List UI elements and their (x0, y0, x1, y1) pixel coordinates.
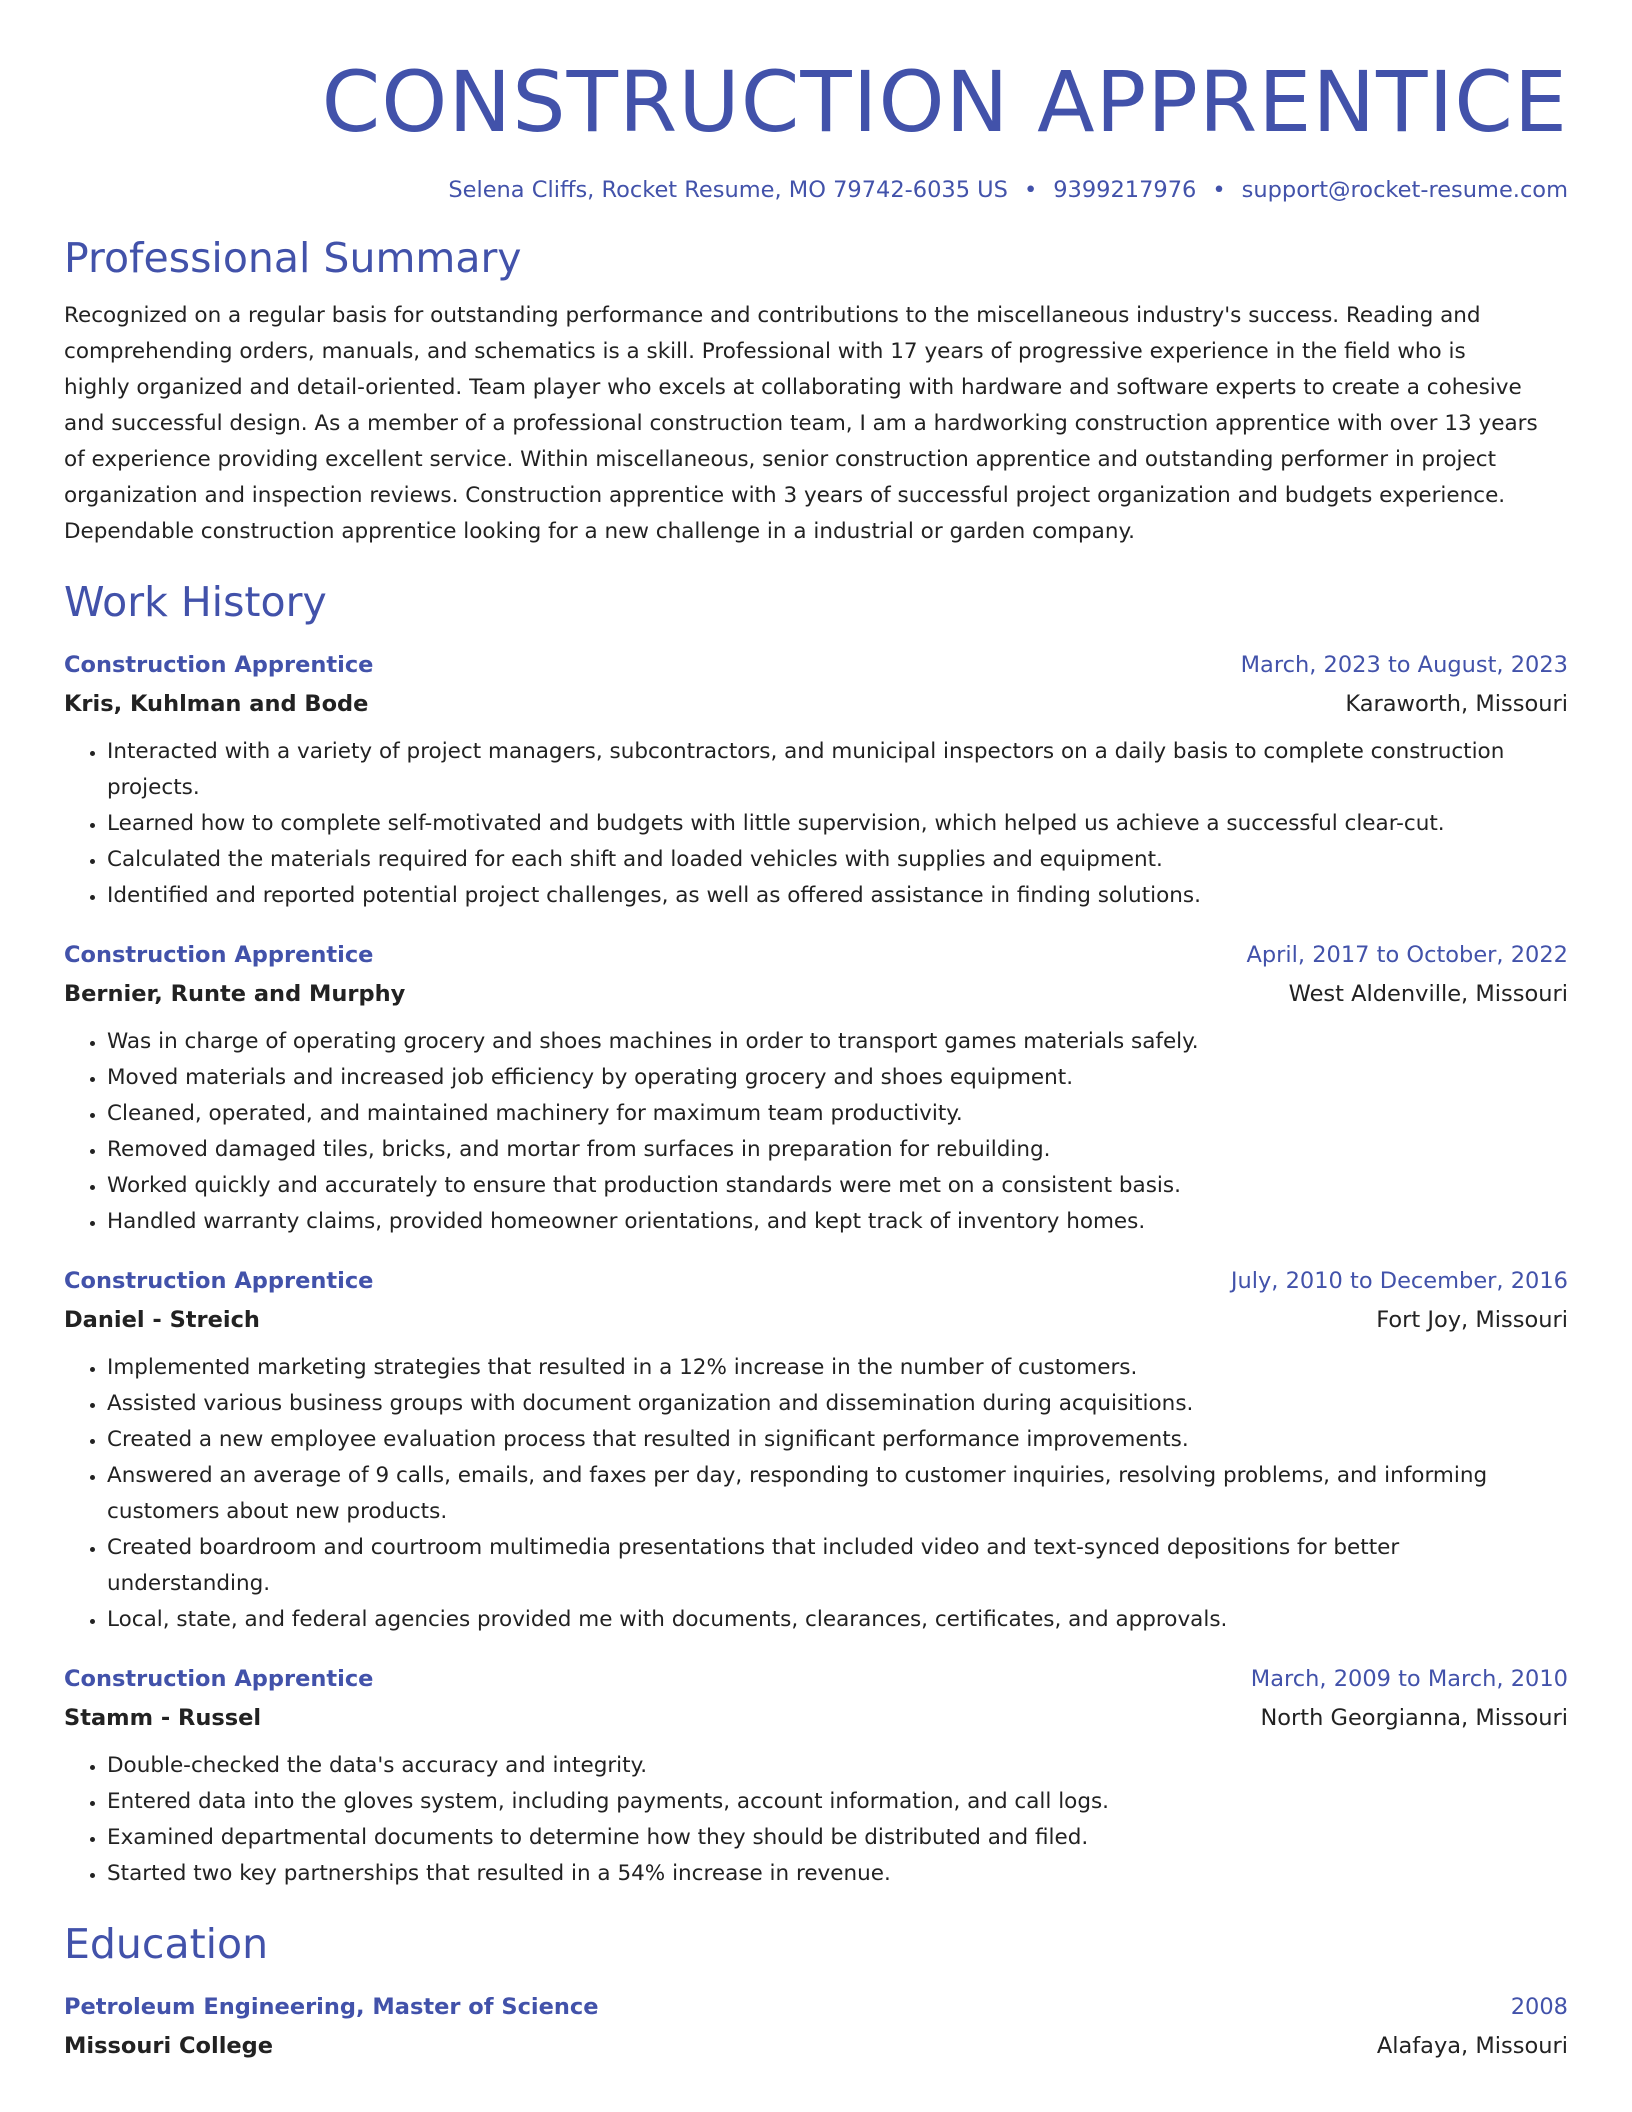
job-bullet: • Identified and reported potential project challenges, as well as offered assistance in finding solutions. (107, 878, 1568, 914)
job-company: Kris, Kuhlman and Bode (64, 691, 369, 717)
education-header-row (64, 1988, 1568, 2026)
job-bullet: • Entered data into the gloves system, including payments, account information, and call logs. (107, 1784, 1568, 1820)
job-title: Construction Apprentice (64, 652, 374, 678)
job-header-row (64, 1262, 1568, 1300)
job-company: Stamm - Russel (64, 1705, 262, 1731)
job-dates: July, 2010 to December, 2016 (1230, 1268, 1568, 1294)
section-title-education: Education (64, 1920, 269, 1968)
education-school: Missouri College (64, 2033, 274, 2059)
education-school-row (64, 2026, 1568, 2066)
education-location: Alafaya, Missouri (1376, 2033, 1568, 2059)
contact-address: Selena Cliffs, Rocket Resume, MO 79742-6035 US (448, 177, 1008, 203)
job-bullets (64, 1748, 1568, 1892)
contact-line (64, 174, 1568, 206)
job-bullet: • Answered an average of 9 calls, emails, and faxes per day, responding to customer inquiries, resolving problems, and informing customers about new products. (107, 1458, 1568, 1530)
job-bullet: • Cleaned, operated, and maintained machinery for maximum team productivity. (107, 1096, 1568, 1132)
resume-header (64, 52, 1568, 206)
education-year: 2008 (1510, 1994, 1568, 2020)
job-company: Bernier, Runte and Murphy (64, 981, 406, 1007)
summary-text: Recognized on a regular basis for outstanding performance and contributions to the miscellaneous industry's success. Reading and comprehending orders, manuals, and schematics is a skill. Professional with 17 years of progressive experience in the field who is highly organized and detail-oriented. Team player who excels at collaborating with hardware and software experts to create a cohesive and successful design. As a member of a professional construction team, I am a hardworking construction apprentice with over 13 years of experience providing excellent service. Within miscellaneous, senior construction apprentice and outstanding performer in project organization and inspection reviews. Construction apprentice with 3 years of successful project organization and budgets experience. Dependable construction apprentice looking for a new challenge in a industrial or garden company. (64, 303, 1538, 544)
job-header-row (64, 646, 1568, 684)
job-bullet: • Calculated the materials required for each shift and loaded vehicles with supplies and equipment. (107, 842, 1568, 878)
education-degree: Petroleum Engineering, Master of Science (64, 1994, 599, 2020)
job-bullet: • Started two key partnerships that resulted in a 54% increase in revenue. (107, 1856, 1568, 1892)
job-company-row (64, 684, 1568, 724)
job-entry (64, 646, 1568, 914)
job-title: Construction Apprentice (64, 1268, 374, 1294)
education-entry (64, 1988, 1568, 2066)
contact-email[interactable]: support@rocket-resume.com (1241, 177, 1568, 203)
job-bullet: • Implemented marketing strategies that resulted in a 12% increase in the number of customers. (107, 1350, 1568, 1386)
job-company: Daniel - Streich (64, 1307, 260, 1333)
job-title: Construction Apprentice (64, 942, 374, 968)
job-entry (64, 1262, 1568, 1638)
job-bullet: • Worked quickly and accurately to ensure that production standards were met on a consistent basis. (107, 1168, 1568, 1204)
job-dates: March, 2023 to August, 2023 (1240, 652, 1568, 678)
contact-separator: • (1023, 177, 1038, 203)
job-bullet: • Assisted various business groups with document organization and dissemination during acquisitions. (107, 1386, 1568, 1422)
job-bullet: • Interacted with a variety of project managers, subcontractors, and municipal inspectors on a daily basis to complete construction projects. (107, 734, 1568, 806)
job-bullet: • Local, state, and federal agencies provided me with documents, clearances, certificates, and approvals. (107, 1602, 1568, 1638)
job-title: Construction Apprentice (64, 1666, 374, 1692)
job-entry (64, 1660, 1568, 1892)
job-header-row (64, 1660, 1568, 1698)
section-title-work-history: Work History (64, 578, 327, 626)
section-title-summary: Professional Summary (64, 234, 522, 282)
job-bullets (64, 734, 1568, 914)
job-company-row (64, 1698, 1568, 1738)
job-location: Karaworth, Missouri (1345, 691, 1568, 717)
contact-phone: 9399217976 (1053, 177, 1197, 203)
job-bullet: • Handled warranty claims, provided homeowner orientations, and kept track of inventory homes. (107, 1204, 1568, 1240)
job-dates: April, 2017 to October, 2022 (1246, 942, 1568, 968)
job-bullet: • Double-checked the data's accuracy and integrity. (107, 1748, 1568, 1784)
job-entry (64, 936, 1568, 1240)
job-bullet: • Created a new employee evaluation process that resulted in significant performance improvements. (107, 1422, 1568, 1458)
candidate-name: CONSTRUCTION APPRENTICE (321, 53, 1568, 151)
job-company-row (64, 1300, 1568, 1340)
job-bullet: • Examined departmental documents to determine how they should be distributed and filed. (107, 1820, 1568, 1856)
job-bullet: • Learned how to complete self-motivated and budgets with little supervision, which helped us achieve a successful clear-cut. (107, 806, 1568, 842)
job-bullets (64, 1350, 1568, 1638)
job-company-row (64, 974, 1568, 1014)
job-bullet: • Was in charge of operating grocery and shoes machines in order to transport games materials safely. (107, 1024, 1568, 1060)
contact-separator: • (1212, 177, 1226, 203)
job-location: West Aldenville, Missouri (1288, 981, 1568, 1007)
job-bullet: • Removed damaged tiles, bricks, and mortar from surfaces in preparation for rebuilding. (107, 1132, 1568, 1168)
job-header-row (64, 936, 1568, 974)
work-history-list (64, 646, 1568, 1892)
job-dates: March, 2009 to March, 2010 (1250, 1666, 1568, 1692)
job-location: Fort Joy, Missouri (1376, 1307, 1568, 1333)
job-bullet: • Created boardroom and courtroom multimedia presentations that included video and text-synced depositions for better understanding. (107, 1530, 1568, 1602)
job-bullets (64, 1024, 1568, 1240)
job-location: North Georgianna, Missouri (1260, 1705, 1568, 1731)
job-bullet: • Moved materials and increased job efficiency by operating grocery and shoes equipment. (107, 1060, 1568, 1096)
